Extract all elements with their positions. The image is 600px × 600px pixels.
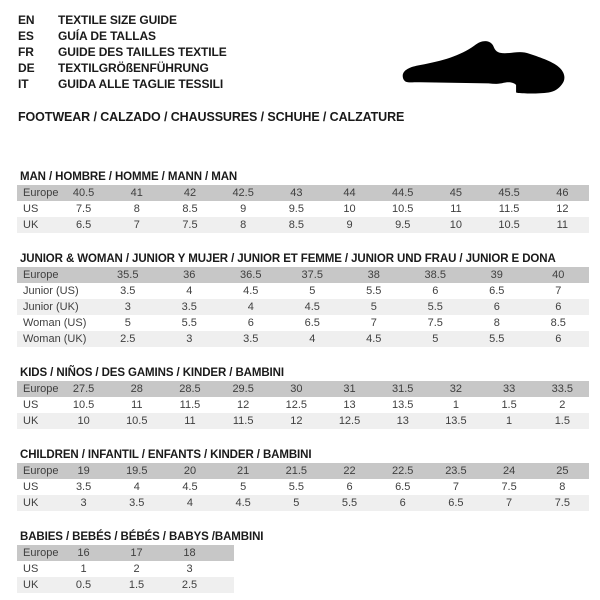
europe-size-cell: 18: [163, 545, 216, 561]
size-cell: 13: [343, 399, 356, 411]
europe-header-row: [17, 463, 589, 479]
size-cell: 10: [429, 217, 482, 233]
filler-cell: [216, 561, 234, 577]
section-title: BABIES / BEBÉS / BÉBÉS / BABYS /BAMBINI: [20, 531, 264, 543]
europe-size-cell: 33: [483, 381, 536, 397]
size-cell: 6: [528, 299, 590, 315]
europe-size-cell: 23.5: [429, 463, 482, 479]
language-title: TEXTILE SIZE GUIDE: [58, 13, 177, 27]
size-cell: 11.5: [498, 203, 520, 215]
size-cell: 3: [186, 563, 193, 575]
size-cell: 0.5: [57, 577, 110, 593]
size-cell: 11: [536, 217, 589, 233]
size-row: [17, 577, 234, 593]
region-label: Europe: [17, 463, 57, 479]
row-label: UK: [17, 495, 57, 511]
row-label: Junior (US): [23, 285, 79, 297]
row-label: UK: [17, 217, 57, 233]
language-row: [17, 12, 590, 28]
size-cell: 13.5: [429, 413, 482, 429]
size-cell: 10.5: [72, 399, 95, 411]
size-cell: 11: [163, 413, 216, 429]
europe-size-cell: 28.5: [163, 381, 216, 397]
europe-size-cell: 46: [536, 185, 589, 201]
europe-size-cell: 44: [323, 185, 376, 201]
size-cell: 12: [270, 413, 323, 429]
size-section: [17, 449, 590, 511]
language-title: TEXTILGRÖßENFÜHRUNG: [58, 61, 209, 75]
europe-size-cell: 40: [528, 267, 590, 283]
size-cell: 12.5: [323, 413, 376, 429]
europe-size-cell: 45: [429, 185, 482, 201]
dress-shoe-icon: [400, 36, 568, 95]
size-cell: 5: [240, 481, 247, 493]
size-cell: 8.5: [182, 203, 198, 215]
europe-size-cell: 45.5: [483, 185, 536, 201]
language-code: FR: [18, 45, 34, 59]
size-cell: 9.5: [288, 203, 304, 215]
size-row: [17, 413, 589, 429]
europe-size-cell: 42.5: [217, 185, 270, 201]
size-cell: 7: [452, 481, 459, 493]
size-cell: 13: [376, 413, 429, 429]
europe-size-cell: 21.5: [270, 463, 323, 479]
size-cell: 10.5: [392, 203, 414, 215]
size-cell: 6: [247, 317, 254, 329]
europe-size-cell: 31: [323, 381, 376, 397]
size-cell: 11.5: [217, 413, 270, 429]
size-cell: 3: [97, 299, 159, 315]
europe-size-cell: 41: [110, 185, 163, 201]
size-cell: 6: [376, 495, 429, 511]
language-code: IT: [18, 77, 29, 91]
size-cell: 12: [237, 399, 250, 411]
size-cell: 6.5: [395, 481, 411, 493]
size-cell: 3.5: [159, 299, 221, 315]
size-cell: 6: [528, 331, 590, 347]
size-cell: 9: [323, 217, 376, 233]
size-cell: 5: [270, 495, 323, 511]
size-cell: 7: [555, 285, 562, 297]
size-row: [17, 217, 589, 233]
size-cell: 1: [452, 399, 459, 411]
size-cell: 2: [133, 563, 140, 575]
europe-size-cell: 38: [343, 267, 405, 283]
europe-header-row: [17, 185, 589, 201]
europe-header-row: [17, 381, 589, 397]
size-cell: 11: [131, 399, 143, 411]
section-title: CHILDREN / INFANTIL / ENFANTS / KINDER / BAMBINI: [20, 449, 312, 461]
filler-cell: [216, 577, 234, 593]
size-cell: 7: [110, 217, 163, 233]
size-table: [17, 463, 589, 511]
size-cell: 4.5: [182, 481, 198, 493]
size-cell: 3.5: [120, 285, 136, 297]
row-label: Junior (UK): [17, 299, 97, 315]
size-cell: 6: [432, 285, 439, 297]
europe-size-cell: 32: [429, 381, 482, 397]
size-cell: 6.5: [57, 217, 110, 233]
size-section: [17, 171, 590, 233]
size-cell: 5.5: [323, 495, 376, 511]
size-cell: 2.5: [163, 577, 216, 593]
row-label: UK: [17, 413, 57, 429]
size-cell: 7.5: [427, 317, 443, 329]
europe-size-cell: 35.5: [97, 267, 159, 283]
language-title: GUÍA DE TALLAS: [58, 29, 156, 43]
europe-size-cell: 27.5: [57, 381, 110, 397]
size-cell: 10: [57, 413, 110, 429]
size-cell: 8: [133, 203, 140, 215]
size-cell: 6: [466, 299, 528, 315]
size-cell: 12: [556, 203, 569, 215]
europe-size-cell: 21: [217, 463, 270, 479]
size-section: [17, 531, 590, 593]
size-cell: 5: [124, 317, 131, 329]
size-cell: 7: [483, 495, 536, 511]
size-cell: 8.5: [550, 317, 566, 329]
size-cell: 4.5: [217, 495, 270, 511]
size-cell: 5: [405, 331, 467, 347]
size-cell: 9.5: [376, 217, 429, 233]
size-cell: 1: [80, 563, 87, 575]
language-code: EN: [18, 13, 35, 27]
size-row: [17, 495, 589, 511]
europe-size-cell: 42: [163, 185, 216, 201]
size-cell: 8: [217, 217, 270, 233]
row-label: US: [23, 481, 39, 493]
region-label: Europe: [17, 545, 57, 561]
size-cell: 1.5: [110, 577, 163, 593]
size-cell: 5.5: [181, 317, 197, 329]
size-guide-sections: [17, 124, 590, 593]
size-cell: 7.5: [75, 203, 92, 215]
size-section: [17, 367, 590, 429]
region-label: Europe: [17, 267, 97, 283]
size-cell: 7.5: [501, 481, 517, 493]
size-cell: 3: [159, 331, 221, 347]
size-cell: 5.5: [366, 285, 382, 297]
category-line: FOOTWEAR / CALZADO / CHAUSSURES / SCHUHE / CALZATURE: [18, 110, 405, 124]
europe-size-cell: 36.5: [220, 267, 282, 283]
europe-size-cell: 20: [163, 463, 216, 479]
language-title: GUIDE DES TAILLES TEXTILE: [58, 45, 227, 59]
size-cell: 10.5: [110, 413, 163, 429]
size-row: [17, 561, 234, 577]
size-cell: 4.5: [343, 331, 405, 347]
europe-size-cell: 37.5: [282, 267, 344, 283]
size-cell: 6.5: [489, 285, 505, 297]
europe-size-cell: 36: [159, 267, 221, 283]
europe-header-row: [17, 545, 234, 561]
size-cell: 7.5: [163, 217, 216, 233]
size-cell: 7.5: [536, 495, 589, 511]
row-label: UK: [17, 577, 57, 593]
size-row: [17, 331, 589, 347]
size-cell: 8: [493, 317, 500, 329]
size-cell: 7: [370, 317, 377, 329]
size-cell: 1.5: [501, 399, 517, 411]
size-cell: 6.5: [304, 317, 320, 329]
europe-size-cell: 39: [466, 267, 528, 283]
section-title: JUNIOR & WOMAN / JUNIOR Y MUJER / JUNIOR ET FEMME / JUNIOR UND FRAU / JUNIOR E DONA: [20, 253, 556, 265]
size-cell: 4.5: [243, 285, 259, 297]
europe-size-cell: 31.5: [376, 381, 429, 397]
size-cell: 4: [282, 331, 344, 347]
size-table: [17, 381, 589, 429]
size-cell: 3: [57, 495, 110, 511]
row-label: US: [23, 203, 39, 215]
size-cell: 8.5: [270, 217, 323, 233]
size-cell: 3.5: [220, 331, 282, 347]
size-cell: 4: [220, 299, 282, 315]
size-row: [17, 283, 589, 299]
page-header: [17, 12, 590, 124]
region-label: Europe: [17, 185, 57, 201]
size-cell: 2: [559, 399, 566, 411]
language-code: DE: [18, 61, 35, 75]
size-section: [17, 253, 590, 347]
size-cell: 10.5: [483, 217, 536, 233]
europe-size-cell: 33.5: [536, 381, 589, 397]
size-cell: 11.5: [179, 399, 201, 411]
size-row: [17, 479, 589, 495]
size-cell: 1: [483, 413, 536, 429]
europe-size-cell: 17: [110, 545, 163, 561]
size-cell: 11: [450, 203, 462, 215]
europe-size-cell: 28: [110, 381, 163, 397]
size-row: [17, 397, 589, 413]
size-cell: 3.5: [110, 495, 163, 511]
size-cell: 4: [133, 481, 140, 493]
europe-size-cell: 44.5: [376, 185, 429, 201]
row-label: US: [23, 399, 39, 411]
section-title: MAN / HOMBRE / HOMME / MANN / MAN: [20, 171, 238, 183]
europe-size-cell: 29.5: [217, 381, 270, 397]
size-cell: 10: [343, 203, 356, 215]
europe-size-cell: 16: [57, 545, 110, 561]
language-code: ES: [18, 29, 34, 43]
row-label: Woman (UK): [17, 331, 97, 347]
size-cell: 8: [559, 481, 566, 493]
size-cell: 5.5: [288, 481, 304, 493]
filler-cell: [216, 545, 234, 561]
europe-size-cell: 19: [57, 463, 110, 479]
size-cell: 4.5: [282, 299, 344, 315]
size-row: [17, 201, 589, 217]
region-label: Europe: [17, 381, 57, 397]
size-cell: 3.5: [75, 481, 92, 493]
europe-size-cell: 24: [483, 463, 536, 479]
europe-size-cell: 22.5: [376, 463, 429, 479]
size-cell: 5: [309, 285, 316, 297]
size-table: [17, 267, 589, 347]
size-table: [17, 185, 589, 233]
europe-size-cell: 22: [323, 463, 376, 479]
europe-size-cell: 30: [270, 381, 323, 397]
size-cell: 2.5: [97, 331, 159, 347]
size-cell: 4: [186, 285, 193, 297]
europe-size-cell: 43: [270, 185, 323, 201]
size-cell: 12.5: [285, 399, 308, 411]
section-title: KIDS / NIÑOS / DES GAMINS / KINDER / BAMBINI: [20, 367, 284, 379]
language-title: GUIDA ALLE TAGLIE TESSILI: [58, 77, 224, 91]
size-row: [17, 299, 589, 315]
size-cell: 6.5: [429, 495, 482, 511]
row-label: Woman (US): [23, 317, 87, 329]
europe-size-cell: 19.5: [110, 463, 163, 479]
row-label: US: [23, 563, 39, 575]
size-cell: 5.5: [466, 331, 528, 347]
size-cell: 1.5: [536, 413, 589, 429]
size-cell: 5.5: [405, 299, 467, 315]
europe-header-row: [17, 267, 589, 283]
size-cell: 4: [163, 495, 216, 511]
size-cell: 9: [240, 203, 247, 215]
size-table: [17, 545, 234, 593]
size-cell: 6: [346, 481, 353, 493]
size-row: [17, 315, 589, 331]
europe-size-cell: 25: [536, 463, 589, 479]
size-cell: 5: [343, 299, 405, 315]
europe-size-cell: 40.5: [57, 185, 110, 201]
europe-size-cell: 38.5: [405, 267, 467, 283]
size-cell: 13.5: [392, 399, 414, 411]
